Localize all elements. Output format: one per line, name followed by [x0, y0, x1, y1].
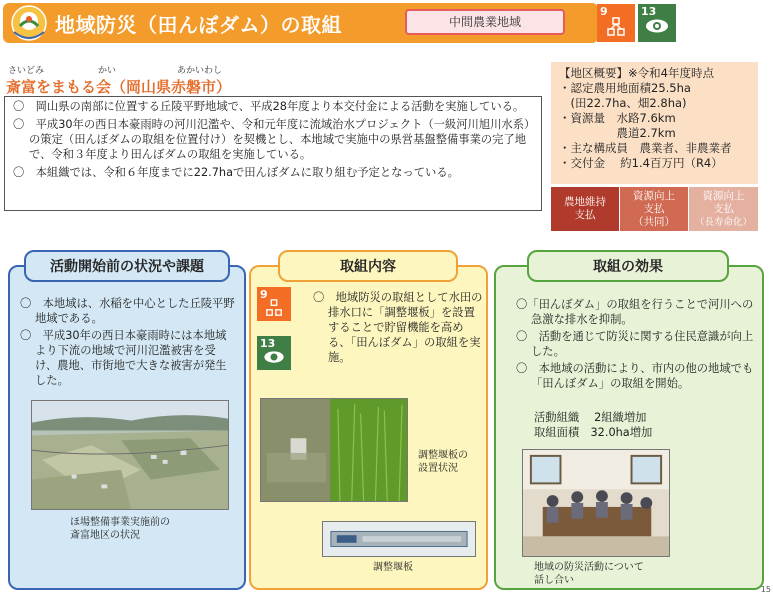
overview-line: ・認定農用地面積25.5ha	[559, 81, 691, 95]
panel2-title: 取組内容	[278, 250, 458, 282]
meeting-photo-caption: 地域の防災活動について 話し合い	[534, 562, 644, 586]
weir-board-caption: 調整堰板	[373, 562, 413, 573]
page-title: 地域防災（田んぼダム）の取組	[55, 13, 342, 37]
stat-area: 取組面積 32.0ha増加	[534, 426, 653, 439]
panel1-photo-caption: ほ場整備事業実施前の 斎富地区の状況	[70, 517, 170, 541]
overview-line: ・資源量 水路7.6km	[559, 111, 676, 125]
page-number: 15	[760, 585, 771, 594]
panel2-item: 〇 地域防災の取組として水田の排水口に「調整堰板」を設置することで貯留機能を高める、「田んぼダム」の取組を実施。	[313, 291, 483, 364]
overview-line: 農道2.7km	[559, 126, 676, 140]
overview-line: 【地区概要】※令和4年度時点	[559, 66, 714, 80]
panel3-title: 取組の効果	[527, 250, 729, 282]
weir-board-photo	[322, 521, 476, 557]
region-badge: 中間農業地域	[405, 9, 565, 35]
program-logo-icon	[8, 4, 50, 42]
sdg-13-icon: 13	[257, 336, 291, 370]
intro-item: 〇 本組織では、令和６年度までに22.7haで田んぼダムに取り組む予定となっている。	[13, 166, 459, 179]
overview-line: ・交付金 約1.4百万円（R4）	[559, 156, 723, 170]
panel1-item: 〇 平成30年の西日本豪雨時には本地域より下流の地域で河川氾濫被害を受け、農地、市街地で大きな被害が発生した。	[20, 329, 227, 387]
sdg-13-icon: 13	[638, 4, 676, 42]
aerial-photo	[31, 400, 229, 510]
stat-organizations: 活動組織 2組織増加	[534, 411, 647, 424]
furigana-kai: かい	[98, 66, 117, 76]
weir-installation-photo	[260, 398, 408, 502]
panel1-text	[20, 296, 236, 390]
payment-cell-longevity: 資源向上 支払 （長寿命化）	[689, 187, 758, 231]
overview-line: ・主な構成員 農業者、非農業者	[559, 141, 732, 155]
payment-cell-land: 農地維持 支払	[551, 187, 619, 231]
panel1-item: 〇 本地域は、水稲を中心とした丘陵平野地域である。	[20, 297, 235, 325]
meeting-photo	[522, 449, 670, 557]
weir-installation-caption: 調整堰板の 設置状況	[418, 450, 468, 474]
panel3-item: 〇 活動を通じて防災に関する住民意識が向上した。	[516, 330, 754, 358]
intro-box	[4, 96, 542, 211]
district-overview	[551, 62, 758, 184]
panel3-text	[516, 297, 760, 393]
panel3-item: 〇 本地域の活動により、市内の他の地域でも「田んぼダム」の取組を開始。	[516, 362, 754, 390]
panel2-text	[313, 290, 483, 367]
payment-type-cells	[551, 187, 758, 231]
intro-item: 〇 平成30年の西日本豪雨時の河川氾濫や、令和元年度に流域治水プロジェクト（一級河川旭川水系）の策定（田んぼダムの取組を位置付け）を契機とし、本地域で実施中の県営基盤整備事業の完了地で、令和３年度より田んぼダムの取組を実施している。	[13, 118, 530, 161]
overview-line: (田22.7ha、畑2.8ha)	[559, 96, 687, 110]
intro-item: 〇 岡山県の南部に位置する丘陵平野地域で、平成28年度より本交付金による活動を実施している。	[13, 100, 525, 113]
payment-cell-joint: 資源向上 支払 （共同）	[620, 187, 688, 231]
panel1-title: 活動開始前の状況や課題	[24, 250, 230, 282]
furigana-akaiwashi: あかいわし	[177, 66, 223, 76]
furigana-saidomi: さいどみ	[8, 66, 45, 76]
sdg-9-icon: 9	[257, 287, 291, 321]
panel3-item: 〇「田んぼダム」の取組を行うことで河川への急激な排水を抑制。	[516, 298, 754, 326]
sdg-9-icon: 9	[597, 4, 635, 42]
organization-name: 斎富をまもる会（岡山県赤磐市）	[6, 78, 232, 96]
